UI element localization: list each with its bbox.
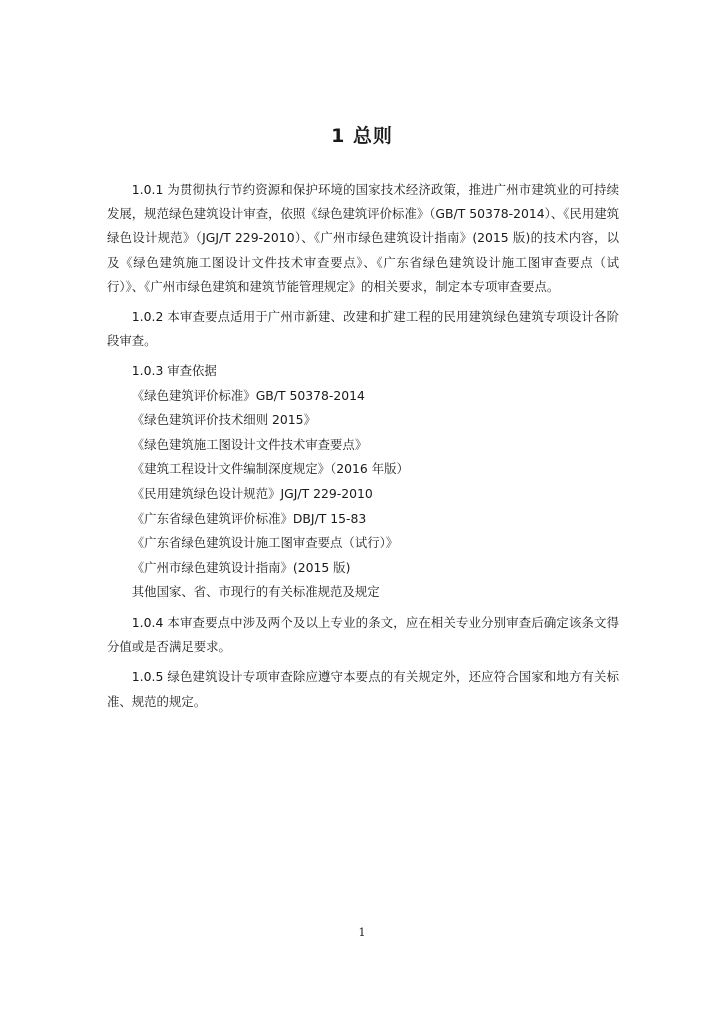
document-body [107,178,619,714]
basis-item: 《广东省绿色建筑设计施工图审查要点（试行）》 [131,535,399,551]
paragraph-1-0-3: 1.0.3 审查依据 [131,363,217,379]
basis-item: 《绿色建筑评价标准》GB/T 50378-2014 [131,387,365,403]
basis-item: 《建筑工程设计文件编制深度规定》（2016 年版） [131,461,409,477]
basis-item: 《民用建筑绿色设计规范》JGJ/T 229-2010 [131,486,373,501]
basis-item: 《绿色建筑施工图设计文件技术审查要点》 [131,436,368,452]
paragraph-1-0-1: 1.0.1 为贯彻执行节约资源和保护环境的国家技术经济政策，推进广州市建筑业的可持续发展，规范绿色建筑设计审查，依照《绿色建筑评价标准》（GB/T 50378-2014）、《民用建筑绿色设计规范》（JGJ/T 229-2010）、《广州市绿色建筑设计指南》(2015 版)的技术内容，以及《绿色建筑施工图设计文件技术审查要点》、《广东省绿色建筑设计施工图审查要点（试行）》、《广州市绿色建筑和建筑节能管理规定》的相关要求，制定本专项审查要点。 [107,182,619,294]
paragraph-1-0-4: 1.0.4 本审查要点中涉及两个及以上专业的条文，应在相关专业分别审查后确定该条文得分值或是否满足要求。 [107,614,619,655]
chapter-title: 1 总则 [331,125,393,147]
paragraph-1-0-2: 1.0.2 本审查要点适用于广州市新建、改建和扩建工程的民用建筑绿色建筑专项设计各阶段审查。 [107,309,619,349]
basis-item: 《绿色建筑评价技术细则 2015》 [131,412,316,428]
basis-item: 《广东省绿色建筑评价标准》DBJ/T 15-83 [131,510,367,526]
basis-item: 《广州市绿色建筑设计指南》(2015 版) [131,559,351,575]
basis-item: 其他国家、省、市现行的有关标准规范及规定 [131,584,380,600]
paragraph-1-0-5: 1.0.5 绿色建筑设计专项审查除应遵守本要点的有关规定外，还应符合国家和地方有关标准、规范的规定。 [107,669,619,709]
page-number: 1 [358,926,366,939]
